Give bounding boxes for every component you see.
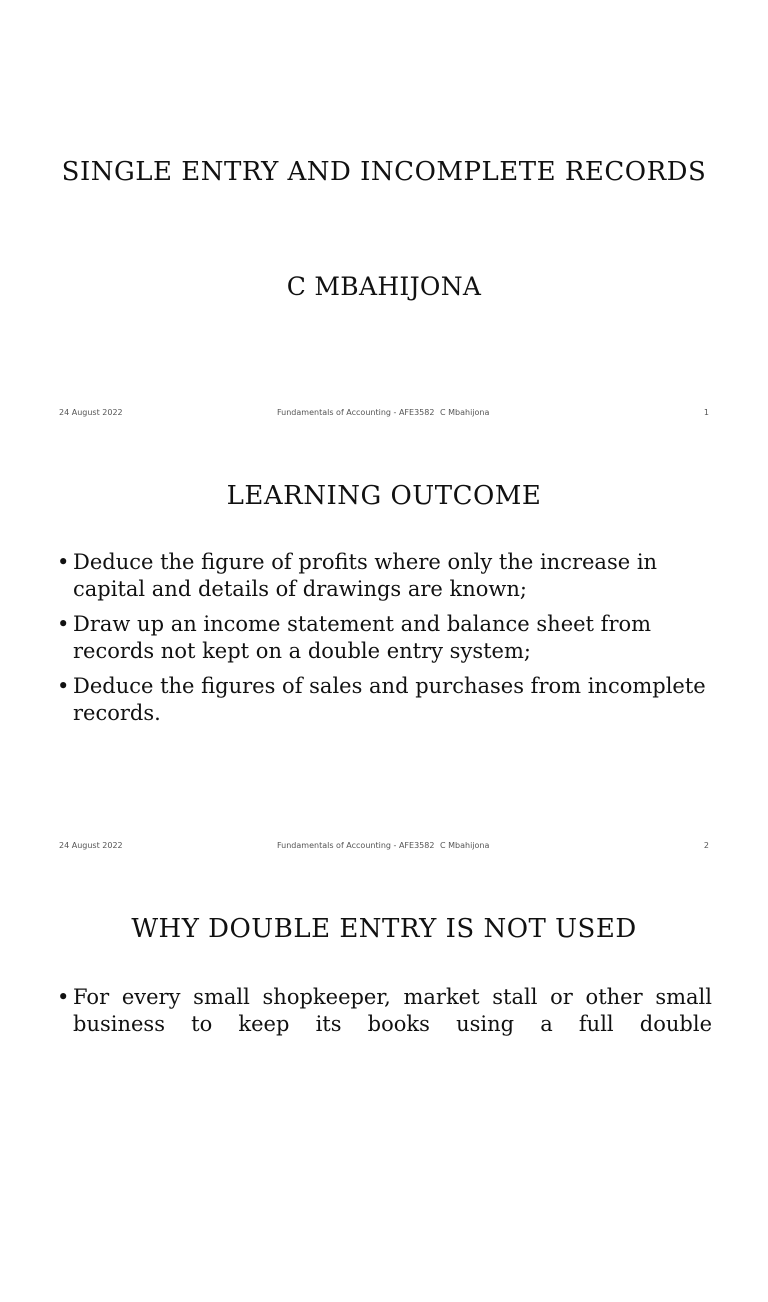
slide-subtitle-author: C MBAHIJONA — [286, 272, 482, 301]
bullet-item — [57, 984, 712, 1038]
slide-3 — [0, 868, 768, 1302]
footer-course: Fundamentals of Accounting - AFE3582 — [277, 408, 435, 417]
bullet-icon: • — [57, 612, 70, 636]
slide-2 — [0, 434, 768, 868]
footer-course: Fundamentals of Accounting - AFE3582 — [277, 841, 435, 850]
bullet-text: Draw up an income statement and balance sheet from records not kept on a double entry system; — [73, 612, 652, 663]
slide-title: LEARNING OUTCOME — [226, 481, 542, 511]
bullet-icon: • — [57, 674, 70, 698]
slide-footer — [59, 408, 709, 420]
bullet-text: Deduce the figure of profits where only the increase in capital and details of drawings are known; — [73, 550, 658, 601]
footer-date: 24 August 2022 — [59, 841, 123, 850]
bullet-text: Deduce the figures of sales and purchases from incomplete records. — [73, 674, 706, 725]
slide-title: SINGLE ENTRY AND INCOMPLETE RECORDS — [61, 157, 707, 187]
bullet-list — [57, 984, 712, 1046]
bullet-list — [57, 549, 712, 735]
bullet-icon: • — [57, 985, 70, 1009]
bullet-icon: • — [57, 550, 70, 574]
footer-author: C Mbahijona — [440, 841, 490, 850]
bullet-text: For every small shopkeeper, market stall or other small business to keep its books using a full double — [73, 985, 712, 1036]
footer-author: C Mbahijona — [440, 408, 490, 417]
slide-footer — [59, 841, 709, 853]
footer-date: 24 August 2022 — [59, 408, 123, 417]
bullet-item — [57, 549, 712, 603]
slide-1 — [0, 0, 768, 434]
slide-title: WHY DOUBLE ENTRY IS NOT USED — [131, 914, 637, 944]
footer-slide-number: 2 — [703, 841, 709, 850]
footer-slide-number: 1 — [703, 408, 709, 417]
bullet-item — [57, 611, 712, 665]
bullet-item — [57, 673, 712, 727]
